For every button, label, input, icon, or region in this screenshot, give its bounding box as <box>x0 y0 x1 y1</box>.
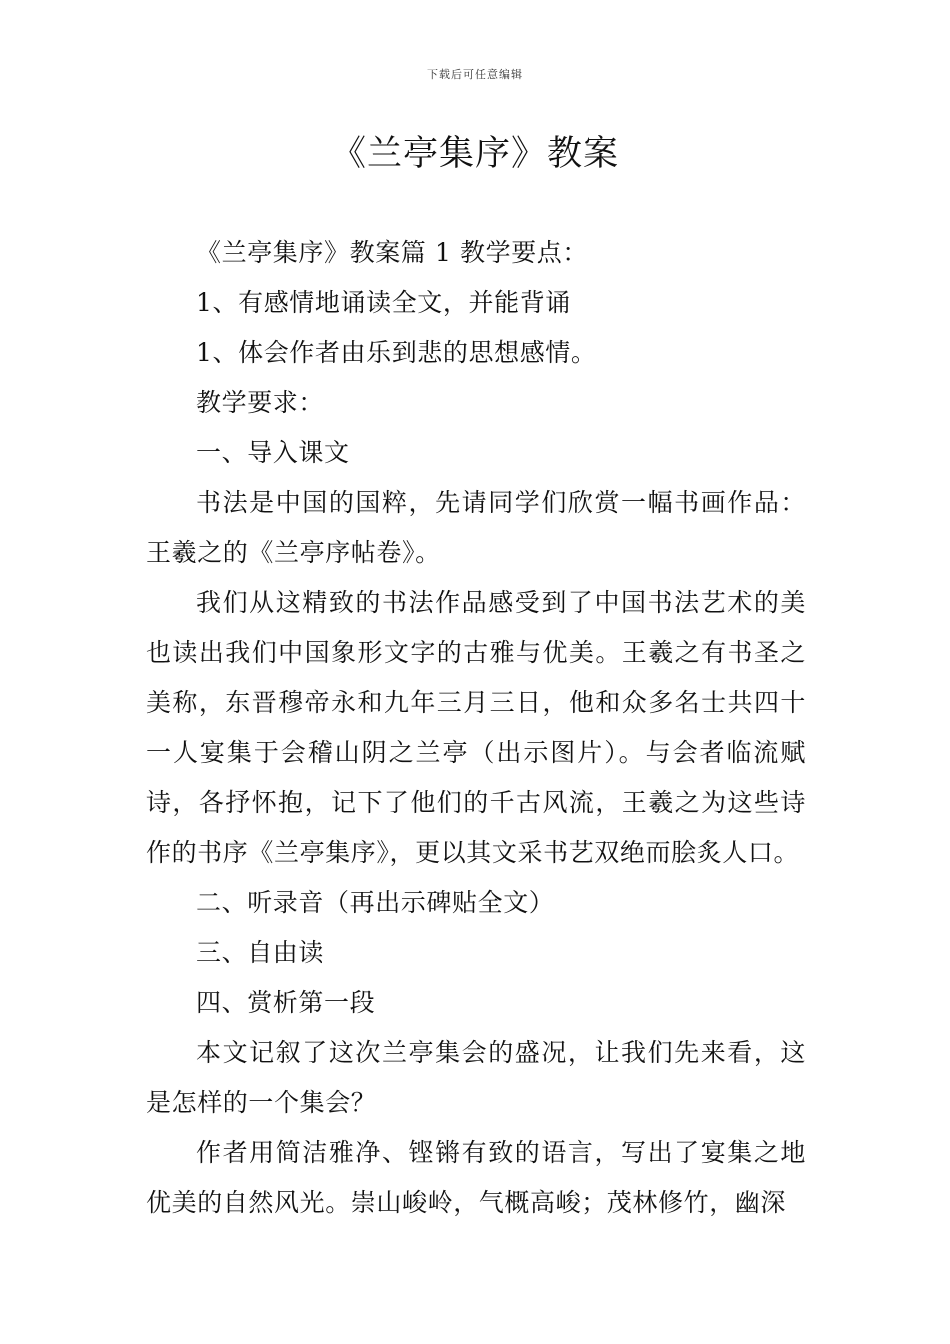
paragraph-wang-xizhi: 我们从这精致的书法作品感受到了中国书法艺术的美也读出我们中国象形文字的古雅与优美。王羲之有书圣之美称，东晋穆帝永和九年三月三日，他和众多名士共四十一人宴集于会稽山阴之兰亭（出示图片）。与会者临流赋诗，各抒怀抱，记下了他们的千古风流，王羲之为这些诗作的书序《兰亭集序》，更以其文采书艺双绝而脍炙人口。 <box>146 588 806 867</box>
paragraph-point-recite: 1、有感情地诵读全文，并能背诵 <box>196 288 571 317</box>
paragraph-teaching-requirements: 教学要求： <box>196 388 325 417</box>
paragraph-calligraphy: 书法是中国的国粹，先请同学们欣赏一幅书画作品：王羲之的《兰亭序帖卷》。 <box>146 488 806 567</box>
paragraph-point-feelings: 1、体会作者由乐到悲的思想感情。 <box>196 338 597 367</box>
document-body <box>146 228 806 1228</box>
section-heading-free-reading: 三、自由读 <box>196 938 325 967</box>
page-header-note: 下载后可任意编辑 <box>427 68 523 81</box>
paragraph-teaching-points: 《兰亭集序》教案篇 1 教学要点： <box>196 238 589 267</box>
section-heading-listen: 二、听录音（再出示碑贴全文） <box>196 888 555 917</box>
paragraph-gathering-question: 本文记叙了这次兰亭集会的盛况，让我们先来看，这是怎样的一个集会？ <box>146 1038 806 1117</box>
paragraph-scenery: 作者用简洁雅净、铿锵有致的语言，写出了宴集之地优美的自然风光。崇山峻岭，气概高峻；茂林修竹，幽深 <box>146 1138 806 1217</box>
section-heading-intro: 一、导入课文 <box>196 438 350 467</box>
document-title: 《兰亭集序》教案 <box>330 134 619 174</box>
section-heading-first-paragraph: 四、赏析第一段 <box>196 988 376 1017</box>
